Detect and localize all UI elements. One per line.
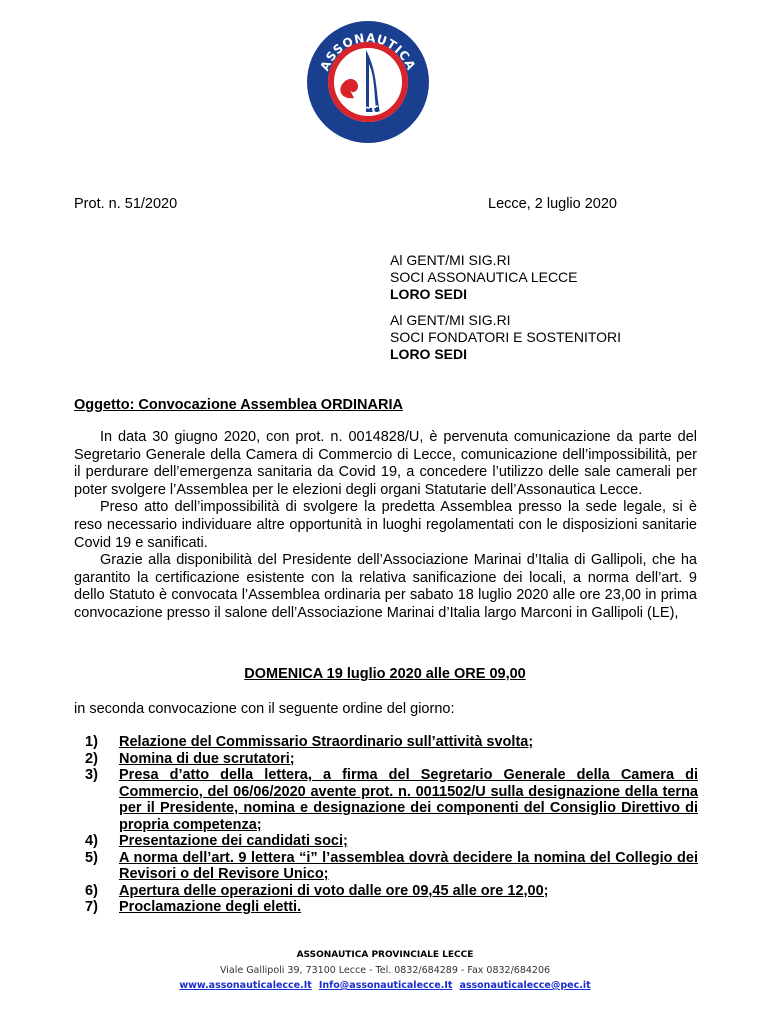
footer-address: Viale Gallipoli 39, 73100 Lecce - Tel. 0832/684289 - Fax 0832/684206	[219, 965, 551, 976]
agenda-number: 2)	[85, 750, 98, 767]
agenda-text: Apertura delle operazioni di voto dalle ore 09,45 alle ore 12,00;	[119, 882, 549, 899]
agenda-number: 4)	[85, 833, 98, 849]
agenda-text: Presentazione dei candidati soci;	[119, 833, 348, 849]
recipient-line: Al GENT/MI SIG.RI	[390, 252, 511, 268]
body-paragraph: In data 30 giugno 2020, con prot. n. 0014828/U, è pervenuta comunicazione da parte del Segretario Generale della Camera di Commercio di Lecce, comunicazione dell’impossibilità, per il perdurare dell’emergenza sanitaria da Covid 19, a concedere l’utilizzo delle sale camerali per poter svolgere l’Assemblea per le elezioni degli organi Statutarie dell’Assonautica Lecce.	[74, 429, 697, 498]
letter-footer	[0, 948, 770, 993]
recipient-block-1	[390, 252, 578, 303]
recipient-line: LORO SEDI	[390, 346, 468, 362]
agenda-list	[74, 734, 698, 916]
second-convocation-date: DOMENICA 19 luglio 2020 alle ORE 09,00	[244, 666, 526, 682]
logo-emblem	[306, 20, 430, 144]
agenda-number: 5)	[85, 849, 98, 866]
website-link[interactable]: www.assonauticalecce.It	[179, 980, 312, 991]
recipient-line: Al GENT/MI SIG.RI	[390, 312, 511, 328]
agenda-number: 6)	[85, 882, 98, 899]
body-paragraph: Grazie alla disponibilità del Presidente dell’Associazione Marinai d’Italia di Gallipoli, che ha garantito la certificazione esistente con la relativa sanificazione dei locali, a norma dell’art. 9 dello Statuto è convocata l’Assemblea ordinaria per sabato 18 luglio 2020 alle ore 23,00 in prima convocazione presso il salone dell’Associazione Marinai d’Italia largo Marconi in Gallipoli (LE),	[74, 552, 697, 621]
agenda-number: 1)	[85, 734, 98, 750]
agenda-text: A norma dell’art. 9 lettera “i” l’assemblea dovrà decidere la nomina del Collegio dei Revisori o del Revisore Unico;	[119, 849, 698, 882]
agenda-number: 3)	[85, 767, 98, 783]
agenda-text: Proclamazione degli eletti.	[119, 899, 302, 915]
footer-links	[0, 978, 770, 993]
agenda-item	[74, 833, 698, 850]
agenda-item	[74, 899, 698, 916]
assonautica-lecce-logo	[306, 20, 430, 144]
agenda-item	[74, 767, 698, 833]
logo-bottom-text: LECCE	[342, 97, 394, 119]
footer-org-name: ASSONAUTICA PROVINCIALE LECCE	[296, 950, 474, 960]
letter-date: Lecce, 2 luglio 2020	[488, 196, 617, 212]
agenda-text: Nomina di due scrutatori;	[119, 750, 295, 767]
agenda-number: 7)	[85, 899, 98, 915]
second-convocation-text: in seconda convocazione con il seguente ordine del giorno:	[74, 701, 455, 717]
logo-top-text: ASSONAUTICA	[317, 30, 419, 73]
recipient-line: LORO SEDI	[390, 286, 468, 302]
recipient-line: SOCI FONDATORI E SOSTENITORI	[390, 329, 622, 345]
protocol-number: Prot. n. 51/2020	[74, 196, 178, 212]
letter-body	[74, 429, 697, 623]
agenda-item	[74, 751, 698, 768]
recipient-line: SOCI ASSONAUTICA LECCE	[390, 269, 578, 285]
body-paragraph: Preso atto dell’impossibilità di svolgere la predetta Assemblea presso la sede legale, si è reso necessario individuare altre opportunità in luoghi regolamentati con le disposizioni sanitarie Covid 19 e sanificati.	[74, 499, 697, 551]
pec-link[interactable]: assonauticalecce@pec.it	[459, 980, 591, 991]
agenda-item	[74, 850, 698, 883]
recipient-block-2	[390, 312, 621, 363]
agenda-text: Relazione del Commissario Straordinario sull’attività svolta;	[119, 734, 534, 750]
letter-subject: Oggetto: Convocazione Assemblea ORDINARIA	[74, 397, 403, 413]
agenda-text: Presa d’atto della lettera, a firma del Segretario Generale della Camera di Commercio, del 06/06/2020 avente prot. n. 0011502/U sulla designazione della terna per il Presidente, nomina e designazione dei componenti del Consiglio Direttivo di propria competenza;	[119, 767, 698, 833]
email-link[interactable]: Info@assonauticalecce.It	[318, 980, 453, 991]
agenda-item	[74, 734, 698, 751]
agenda-item	[74, 883, 698, 900]
